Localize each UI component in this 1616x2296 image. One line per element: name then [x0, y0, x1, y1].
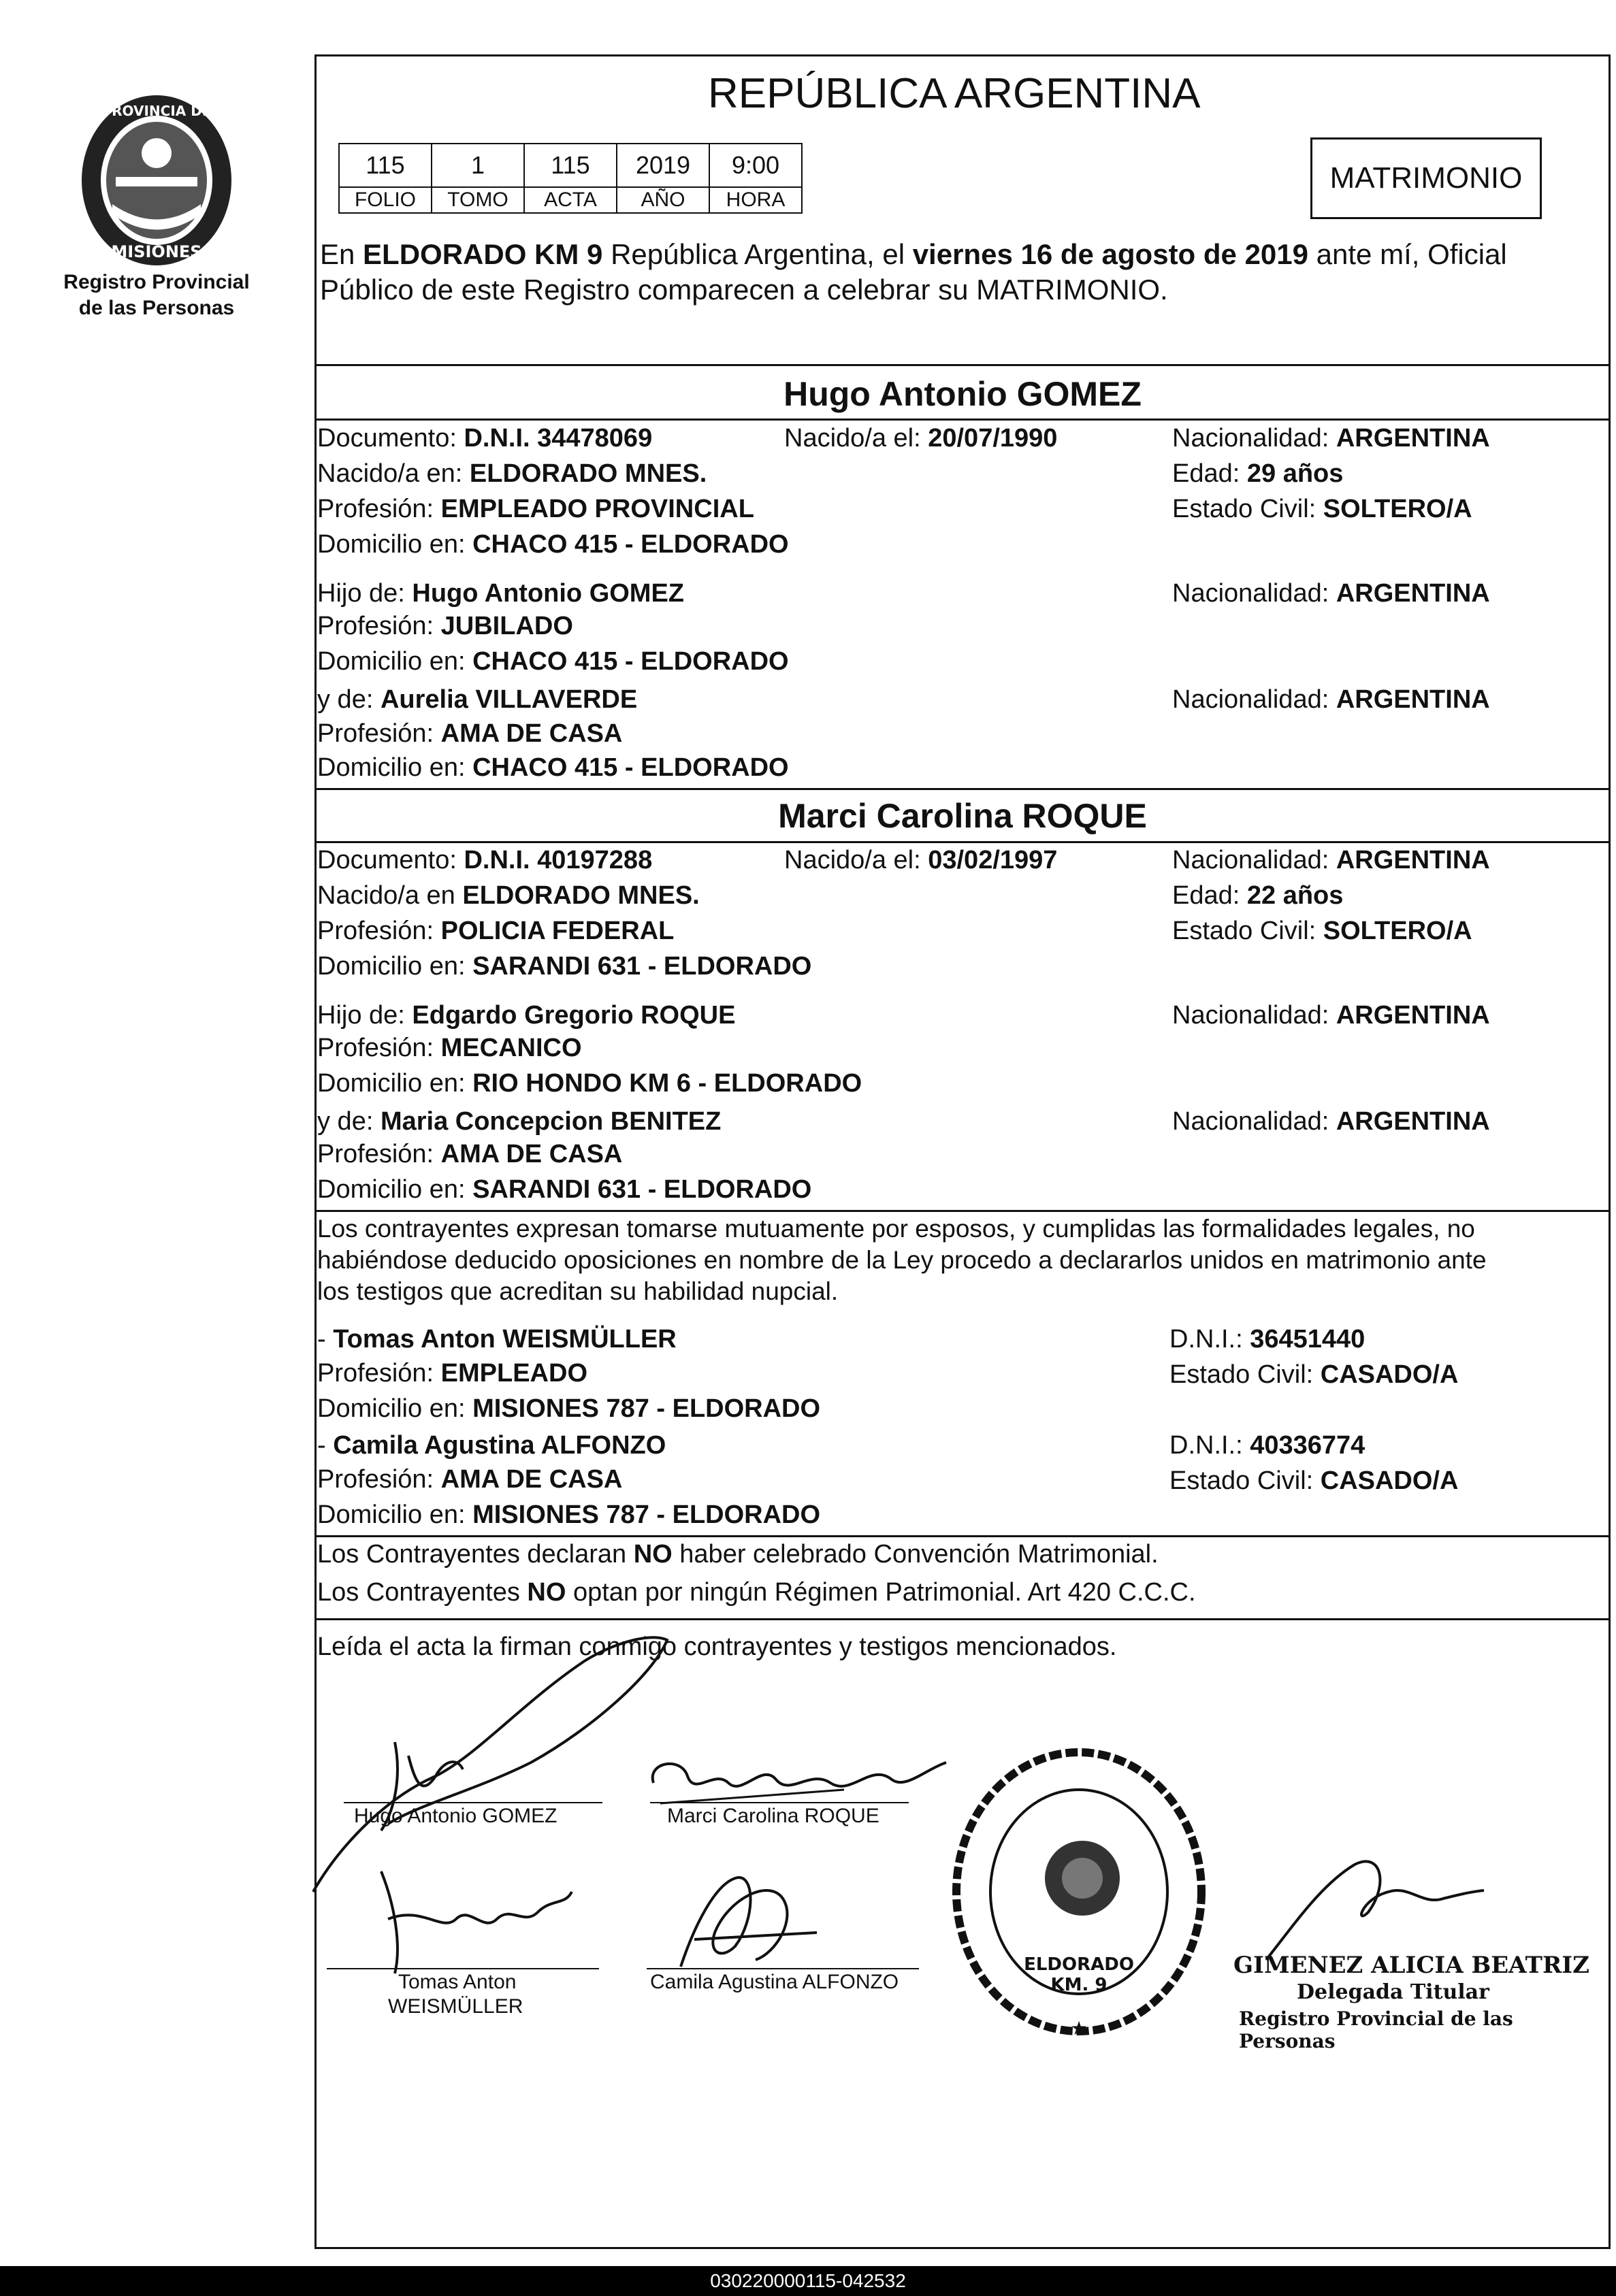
declaration-line2: habiéndose deducido oposiciones en nombre de la Ley procedo a declararlos unidos en matrimonio ante: [317, 1246, 1487, 1274]
hora-value: 9:00: [709, 144, 802, 187]
divider: [314, 788, 1611, 790]
provincial-seal: [75, 88, 238, 272]
svg-text:MISIONES: MISIONES: [111, 242, 202, 261]
spouse1-age: Edad: 29 años: [1172, 459, 1344, 488]
spouse2-dom: Domicilio en: SARANDI 631 - ELDORADO: [317, 952, 812, 981]
signature-marci-icon: [640, 1742, 967, 1824]
divider: [314, 364, 1611, 366]
spouse2-nat: Nacionalidad: ARGENTINA: [1172, 846, 1490, 874]
spouse1-mother-prof: Profesión: AMA DE CASA: [317, 719, 623, 748]
spouse2-father: Hijo de: Edgardo Gregorio ROQUE: [317, 1001, 736, 1030]
witness1-dom: Domicilio en: MISIONES 787 - ELDORADO: [317, 1394, 821, 1423]
spouse2-mother-prof: Profesión: AMA DE CASA: [317, 1140, 623, 1168]
intro-line1: En ELDORADO KM 9 República Argentina, el viernes 16 de agosto de 2019 ante mí, Oficial: [320, 238, 1507, 270]
divider: [314, 419, 1611, 421]
spouse1-civil: Estado Civil: SOLTERO/A: [1172, 495, 1472, 523]
seal-caption-line2: de las Personas: [78, 297, 235, 319]
svg-text:PROVINCIA DE: PROVINCIA DE: [101, 103, 212, 119]
witness1-name: - Tomas Anton WEISMÜLLER: [317, 1325, 677, 1354]
record-table: [338, 143, 803, 214]
spouse2-birthplace: Nacido/a en ELDORADO MNES.: [317, 881, 700, 910]
spouse1-dom: Domicilio en: CHACO 415 - ELDORADO: [317, 530, 789, 559]
spouse1-father-dom: Domicilio en: CHACO 415 - ELDORADO: [317, 647, 789, 676]
record-type-box: MATRIMONIO: [1310, 137, 1542, 219]
spouse1-born: Nacido/a el: 20/07/1990: [784, 424, 1058, 453]
signature-label-4: Camila Agustina ALFONZO: [650, 1971, 899, 1993]
hora-label: HORA: [709, 187, 802, 213]
spouse2-mother: y de: Maria Concepcion BENITEZ: [317, 1107, 722, 1136]
acta-value: 115: [524, 144, 617, 187]
signature-label-3b: WEISMÜLLER: [388, 1995, 523, 2018]
declaration-line1: Los contrayentes expresan tomarse mutuamente por esposos, y cumplidas las formalidades legales, no: [317, 1215, 1475, 1243]
intro-line2: Público de este Registro comparecen a celebrar su MATRIMONIO.: [320, 274, 1168, 306]
witness2-dom: Domicilio en: MISIONES 787 - ELDORADO: [317, 1500, 821, 1529]
official-name: GIMENEZ ALICIA BEATRIZ: [1233, 1952, 1589, 1979]
country-title: REPÚBLICA ARGENTINA: [708, 70, 1201, 117]
spouse1-father-prof: Profesión: JUBILADO: [317, 612, 573, 640]
divider: [314, 1210, 1611, 1212]
convention-line1: Los Contrayentes declaran NO haber celebrado Convención Matrimonial.: [317, 1540, 1159, 1569]
folio-value: 115: [339, 144, 432, 187]
spouse1-mother-nat: Nacionalidad: ARGENTINA: [1172, 685, 1490, 714]
intro-place: ELDORADO KM 9: [363, 238, 603, 270]
witness1-prof: Profesión: EMPLEADO: [317, 1359, 588, 1388]
spouse2-age: Edad: 22 años: [1172, 881, 1344, 910]
intro-date: viernes 16 de agosto de 2019: [912, 238, 1308, 270]
spouse1-father-nat: Nacionalidad: ARGENTINA: [1172, 579, 1490, 608]
registry-stamp-icon: [946, 1742, 1212, 2041]
witness1-civil: Estado Civil: CASADO/A: [1169, 1360, 1459, 1389]
document-barcode-footer: 030220000115-042532: [0, 2266, 1616, 2296]
signature-label-3a: Tomas Anton: [398, 1971, 517, 1993]
spouse1-birthplace: Nacido/a en: ELDORADO MNES.: [317, 459, 707, 488]
spouse2-mother-nat: Nacionalidad: ARGENTINA: [1172, 1107, 1490, 1136]
anio-value: 2019: [617, 144, 709, 187]
spouse2-prof: Profesión: POLICIA FEDERAL: [317, 917, 675, 945]
spouse2-born: Nacido/a el: 03/02/1997: [784, 846, 1058, 874]
witness2-civil: Estado Civil: CASADO/A: [1169, 1466, 1459, 1495]
seal-caption-line1: Registro Provincial: [63, 271, 250, 293]
convention-line2: Los Contrayentes NO optan por ningún Régimen Patrimonial. Art 420 C.C.C.: [317, 1578, 1196, 1607]
signature-hugo-icon: [300, 1620, 681, 1905]
spouse1-prof: Profesión: EMPLEADO PROVINCIAL: [317, 495, 754, 523]
spouse2-mother-dom: Domicilio en: SARANDI 631 - ELDORADO: [317, 1175, 812, 1204]
spouse1-doc: Documento: D.N.I. 34478069: [317, 424, 653, 453]
tomo-label: TOMO: [432, 187, 524, 213]
spouse2-father-prof: Profesión: MECANICO: [317, 1034, 582, 1062]
folio-label: FOLIO: [339, 187, 432, 213]
spouse1-mother: y de: Aurelia VILLAVERDE: [317, 685, 638, 714]
divider: [314, 1535, 1611, 1537]
spouse1-nat: Nacionalidad: ARGENTINA: [1172, 424, 1490, 453]
official-office: Registro Provincial de las Personas: [1239, 2007, 1513, 2052]
spouse2-name: Marci Carolina ROQUE: [778, 797, 1147, 835]
signature-label-2: Marci Carolina ROQUE: [667, 1805, 879, 1827]
tomo-value: 1: [432, 144, 524, 187]
anio-label: AÑO: [617, 187, 709, 213]
spouse1-name: Hugo Antonio GOMEZ: [783, 375, 1142, 413]
closing-text: Leída el acta la firman conmigo contrayentes y testigos mencionados.: [317, 1633, 1117, 1661]
witness1-dni: D.N.I.: 36451440: [1169, 1325, 1365, 1354]
seal-emblem-icon: [75, 88, 238, 272]
witness2-prof: Profesión: AMA DE CASA: [317, 1465, 623, 1494]
witness2-name: - Camila Agustina ALFONZO: [317, 1431, 666, 1460]
spouse1-father: Hijo de: Hugo Antonio GOMEZ: [317, 579, 685, 608]
official-role: Delegada Titular: [1297, 1980, 1489, 2004]
signature-label-1: Hugo Antonio GOMEZ: [354, 1805, 557, 1827]
divider: [314, 841, 1611, 843]
acta-label: ACTA: [524, 187, 617, 213]
svg-text:KM. 9: KM. 9: [1050, 1975, 1108, 1995]
witness2-dni: D.N.I.: 40336774: [1169, 1431, 1365, 1460]
spouse2-father-nat: Nacionalidad: ARGENTINA: [1172, 1001, 1490, 1030]
svg-text:★: ★: [1070, 2017, 1088, 2039]
svg-text:ELDORADO: ELDORADO: [1024, 1954, 1134, 1975]
spouse1-mother-dom: Domicilio en: CHACO 415 - ELDORADO: [317, 753, 789, 782]
declaration-line3: los testigos que acreditan su habilidad nupcial.: [317, 1277, 839, 1305]
spouse2-father-dom: Domicilio en: RIO HONDO KM 6 - ELDORADO: [317, 1069, 862, 1098]
signature-camila-icon: [653, 1858, 858, 1987]
spouse2-civil: Estado Civil: SOLTERO/A: [1172, 917, 1472, 945]
spouse2-doc: Documento: D.N.I. 40197288: [317, 846, 653, 874]
signature-tomas-icon: [368, 1865, 585, 1980]
